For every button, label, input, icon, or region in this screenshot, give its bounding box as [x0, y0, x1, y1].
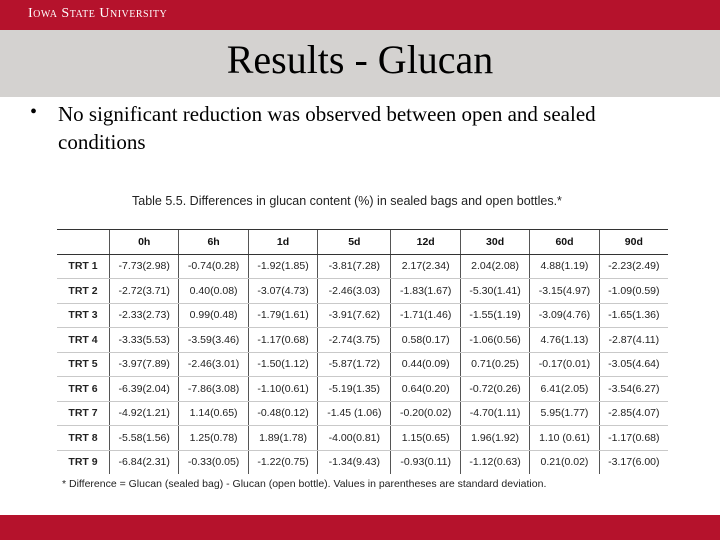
value-cell: 0.71(0.25) [460, 352, 529, 377]
bullet-text: No significant reduction was observed between open and sealed conditions [58, 102, 596, 154]
value-cell: -2.33(2.73) [110, 303, 179, 328]
value-cell: -1.22(0.75) [248, 450, 317, 474]
row-label-cell: TRT 9 [68, 456, 98, 469]
value-cell: -1.83(1.67) [391, 279, 460, 304]
table-footnote: * Difference = Glucan (sealed bag) - Glucan (open bottle). Values in parentheses are standard deviation. [62, 478, 547, 490]
table-row [57, 303, 668, 328]
glucan-difference-table [57, 229, 668, 474]
value-cell: 1.96(1.92) [460, 426, 529, 451]
value-cell: -1.55(1.19) [460, 303, 529, 328]
value-cell: -1.34(9.43) [318, 450, 391, 474]
value-cell: 0.40(0.08) [179, 279, 248, 304]
value-cell: -3.09(4.76) [530, 303, 599, 328]
value-cell: -1.06(0.56) [460, 328, 529, 353]
header-cell [57, 230, 110, 255]
value-cell: -0.74(0.28) [179, 254, 248, 279]
value-cell: 1.15(0.65) [391, 426, 460, 451]
value-cell: -2.72(3.71) [110, 279, 179, 304]
value-cell: -0.33(0.05) [179, 450, 248, 474]
table-row [57, 450, 668, 474]
value-cell: 2.04(2.08) [460, 254, 529, 279]
table-row [57, 377, 668, 402]
value-cell: -1.65(1.36) [599, 303, 668, 328]
value-cell: -2.23(2.49) [599, 254, 668, 279]
value-cell: -2.85(4.07) [599, 401, 668, 426]
value-cell: -3.54(6.27) [599, 377, 668, 402]
row-label-cell: TRT 2 [57, 279, 110, 304]
value-cell: -5.87(1.72) [318, 352, 391, 377]
value-cell: -5.58(1.56) [110, 426, 179, 451]
header-cell: 90d [599, 230, 668, 255]
value-cell: -3.59(3.46) [179, 328, 248, 353]
value-cell: -7.86(3.08) [179, 377, 248, 402]
value-cell: 0.44(0.09) [391, 352, 460, 377]
bullet-icon: • [30, 101, 38, 123]
value-cell: -3.07(4.73) [248, 279, 317, 304]
row-label-cell: TRT 1 [57, 254, 110, 279]
value-cell: -0.48(0.12) [248, 401, 317, 426]
value-cell: -3.97(7.89) [110, 352, 179, 377]
value-cell: -3.33(5.53) [110, 328, 179, 353]
header-cell: 1d [248, 230, 317, 255]
table-body [57, 254, 668, 474]
footer-bar [0, 515, 720, 540]
value-cell: 0.99(0.48) [179, 303, 248, 328]
value-cell: -1.10(0.61) [248, 377, 317, 402]
value-cell: -2.46(3.01) [179, 352, 248, 377]
value-cell: -3.81(7.28) [318, 254, 391, 279]
value-cell: -1.79(1.61) [248, 303, 317, 328]
row-label-cell: TRT 6 [57, 377, 110, 402]
value-cell: 0.21(0.02) [530, 450, 599, 474]
table-row [57, 352, 668, 377]
value-cell: -1.92(1.85) [248, 254, 317, 279]
table-caption: Table 5.5. Differences in glucan content (%) in sealed bags and open bottles.* [132, 194, 562, 208]
value-cell: -3.15(4.97) [530, 279, 599, 304]
value-cell: -5.30(1.41) [460, 279, 529, 304]
value-cell: -3.05(4.64) [599, 352, 668, 377]
header-cell: 0h [110, 230, 179, 255]
value-cell: -6.39(2.04) [110, 377, 179, 402]
value-cell: 6.41(2.05) [530, 377, 599, 402]
value-cell: 0.64(0.20) [391, 377, 460, 402]
value-cell: -2.74(3.75) [318, 328, 391, 353]
value-cell: 1.89(1.78) [248, 426, 317, 451]
header-cell: 5d [318, 230, 391, 255]
header-cell: 6h [179, 230, 248, 255]
value-cell: 1.14(0.65) [179, 401, 248, 426]
value-cell: -3.91(7.62) [318, 303, 391, 328]
table-row [57, 328, 668, 353]
value-cell: 1.25(0.78) [179, 426, 248, 451]
table-row [57, 401, 668, 426]
value-cell: -0.17(0.01) [530, 352, 599, 377]
value-cell: -4.92(1.21) [110, 401, 179, 426]
value-cell: 1.10 (0.61) [530, 426, 599, 451]
value-cell: -1.12(0.63) [460, 450, 529, 474]
value-cell: -2.87(4.11) [599, 328, 668, 353]
row-label-cell: TRT 5 [57, 352, 110, 377]
university-wordmark: Iowa State University [28, 6, 168, 21]
value-cell: -1.17(0.68) [599, 426, 668, 451]
value-cell: 4.76(1.13) [530, 328, 599, 353]
value-cell: -1.09(0.59) [599, 279, 668, 304]
header-cell: 60d [530, 230, 599, 255]
value-cell: -1.17(0.68) [248, 328, 317, 353]
value-cell: -1.45 (1.06) [318, 401, 391, 426]
table-row [57, 279, 668, 304]
value-cell: -0.93(0.11) [391, 450, 460, 474]
value-cell: -4.00(0.81) [318, 426, 391, 451]
table-row [57, 254, 668, 279]
university-banner [0, 0, 720, 30]
header-cell: 12d [391, 230, 460, 255]
row-label-cell: TRT 3 [57, 303, 110, 328]
value-cell: -0.72(0.26) [460, 377, 529, 402]
value-cell: -2.46(3.03) [318, 279, 391, 304]
row-label-cell: TRT 7 [57, 401, 110, 426]
table-header-row [57, 230, 668, 255]
header-cell: 30d [460, 230, 529, 255]
row-label-cell: TRT 8 [57, 426, 110, 451]
value-cell: 2.17(2.34) [391, 254, 460, 279]
value-cell: -0.20(0.02) [391, 401, 460, 426]
value-cell: -6.84(2.31) [110, 450, 179, 474]
value-cell: -4.70(1.11) [460, 401, 529, 426]
value-cell: 4.88(1.19) [530, 254, 599, 279]
value-cell: 5.95(1.77) [530, 401, 599, 426]
value-cell: -3.17(6.00) [599, 450, 668, 474]
value-cell: 0.58(0.17) [391, 328, 460, 353]
value-cell: -5.19(1.35) [318, 377, 391, 402]
row-label-cell: TRT 4 [57, 328, 110, 353]
value-cell: -1.71(1.46) [391, 303, 460, 328]
value-cell: -7.73(2.98) [110, 254, 179, 279]
table-row [57, 426, 668, 451]
slide-title: Results - Glucan [226, 37, 494, 82]
value-cell: -1.50(1.12) [248, 352, 317, 377]
